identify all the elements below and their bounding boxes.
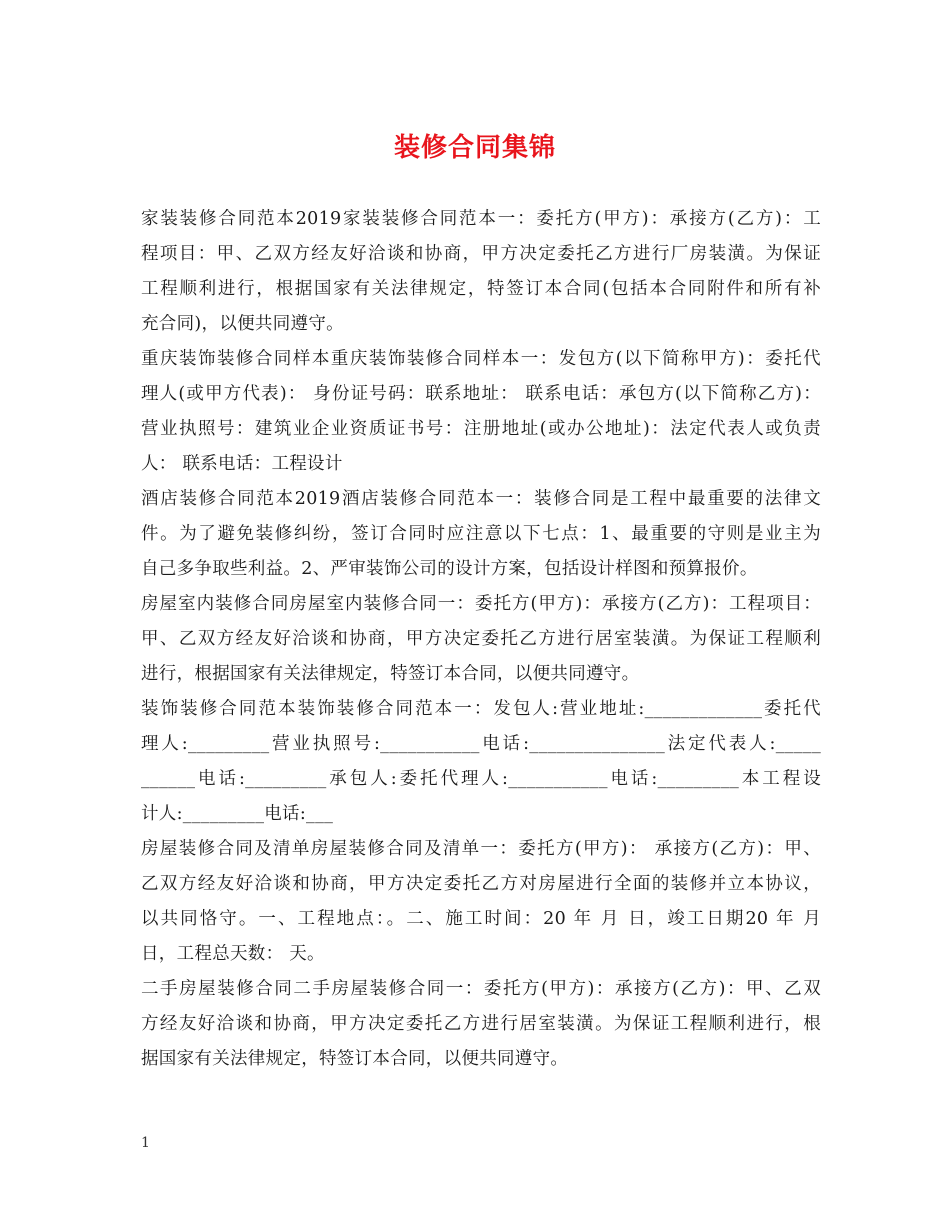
text-line: 件。为了避免装修纠纷，签订合同时应注意以下七点：1、最重要的守则是业主为 (141, 524, 821, 544)
text-line: 装饰装修合同范本装饰装修合同范本一：发包人:营业地址:_____________委托代 (141, 699, 821, 719)
text-line: 理人:_________营业执照号:___________电话:_______________法定代表人:_____ (141, 734, 821, 754)
text-line: ______电话:_________承包人:委托代理人:___________电话:_________本工程设 (141, 769, 821, 789)
text-line: 乙双方经友好洽谈和协商，甲方决定委托乙方对房屋进行全面的装修并立本协议， (141, 874, 821, 894)
text-line: 营业执照号：建筑业企业资质证书号：注册地址(或办公地址)：法定代表人或负责 (141, 419, 821, 439)
text-line: 房屋室内装修合同房屋室内装修合同一：委托方(甲方)：承接方(乙方)：工程项目： (141, 594, 821, 614)
paragraph-decoration-contract-template (141, 692, 821, 832)
text-line: 房屋装修合同及清单房屋装修合同及清单一：委托方(甲方)： 承接方(乙方)：甲、 (141, 839, 821, 859)
document-title: 装修合同集锦 (393, 133, 556, 163)
paragraph-second-hand-house-contract (141, 972, 821, 1077)
paragraph-chongqing-decoration-contract (141, 342, 821, 482)
text-line: 甲、乙双方经友好洽谈和协商，甲方决定委托乙方进行居室装潢。为保证工程顺利 (141, 629, 821, 649)
text-line: 进行，根据国家有关法律规定，特签订本合同，以便共同遵守。 (141, 664, 640, 684)
paragraph-interior-decoration-contract (141, 587, 821, 692)
text-line: 工程顺利进行，根据国家有关法律规定，特签订本合同(包括本合同附件和所有补 (141, 279, 821, 299)
page-number: 1 (141, 1135, 150, 1151)
text-line: 程项目：甲、乙双方经友好洽谈和协商，甲方决定委托乙方进行厂房装潢。为保证 (141, 244, 821, 264)
text-line: 重庆装饰装修合同样本重庆装饰装修合同样本一：发包方(以下简称甲方)：委托代 (141, 349, 821, 369)
text-line: 人： 联系电话：工程设计 (141, 454, 343, 474)
text-line: 自己多争取些利益。2、严审装饰公司的设计方案，包括设计样图和预算报价。 (141, 559, 758, 579)
paragraph-home-decoration-contract (141, 202, 821, 342)
text-line: 理人(或甲方代表)： 身份证号码：联系地址： 联系电话：承包方(以下简称乙方)： (141, 384, 821, 404)
paragraph-hotel-decoration-contract (141, 482, 821, 587)
text-line: 充合同)，以便共同遵守。 (141, 314, 344, 334)
text-line: 日，工程总天数： 天。 (141, 944, 325, 964)
text-line: 据国家有关法律规定，特签订本合同，以便共同遵守。 (141, 1049, 569, 1069)
text-line: 方经友好洽谈和协商，甲方决定委托乙方进行居室装潢。为保证工程顺利进行，根 (141, 1014, 821, 1034)
document-body (141, 202, 821, 1077)
paragraph-house-decoration-contract-and-list (141, 832, 821, 972)
text-line: 家装装修合同范本2019家装装修合同范本一：委托方(甲方)：承接方(乙方)：工 (141, 209, 821, 229)
text-line: 酒店装修合同范本2019酒店装修合同范本一：装修合同是工程中最重要的法律文 (141, 489, 821, 509)
text-line: 二手房屋装修合同二手房屋装修合同一：委托方(甲方)：承接方(乙方)：甲、乙双 (141, 979, 821, 999)
text-line: 以共同恪守。一、工程地点：。二、施工时间：20 年 月 日，竣工日期20 年 月 (141, 909, 821, 929)
text-line: 计人:_________电话:___ (141, 804, 334, 824)
